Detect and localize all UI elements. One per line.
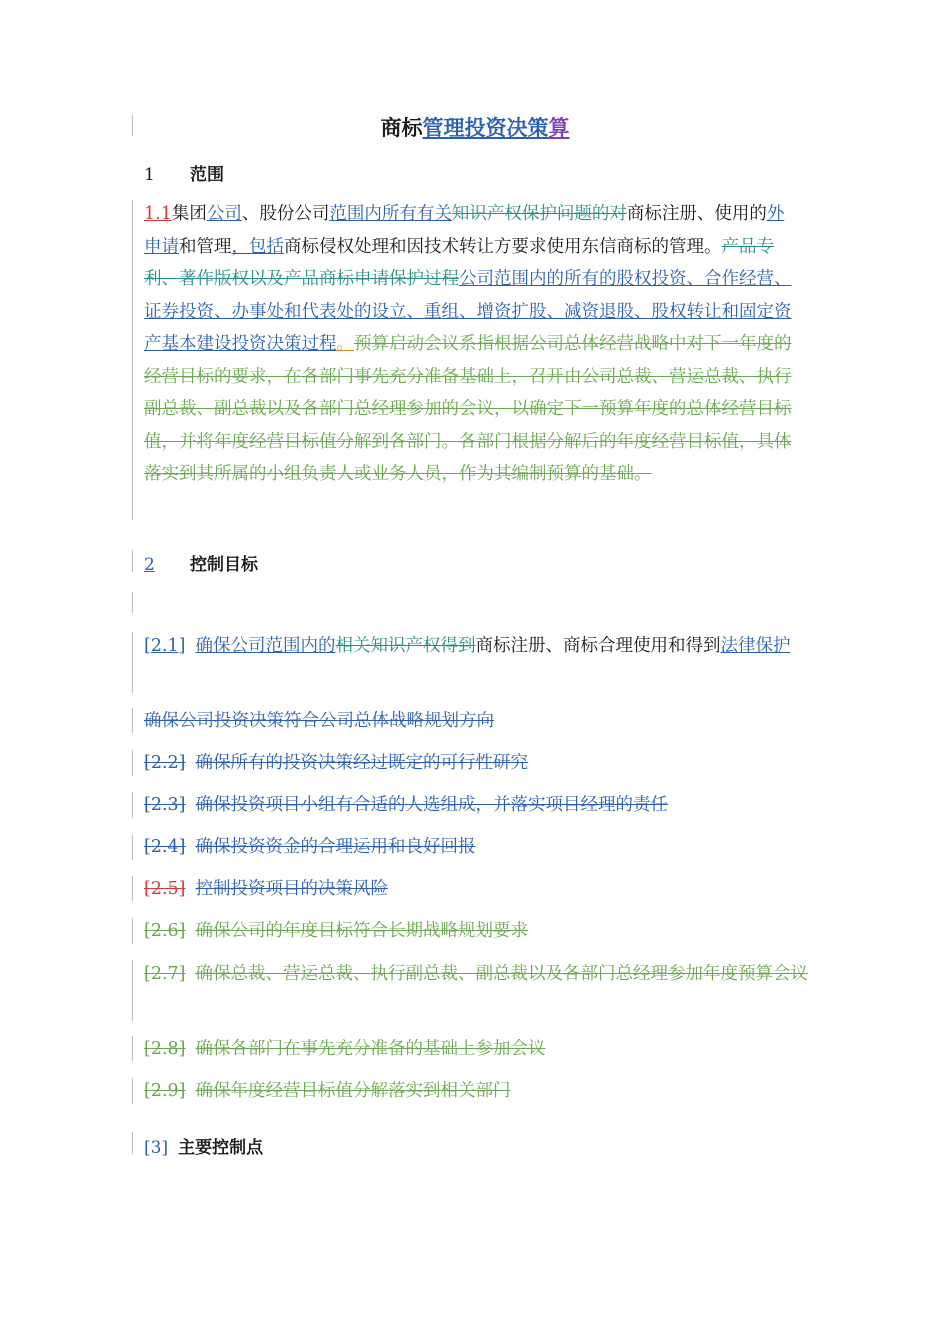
deleted-run: 确保公司投资决策符合公司总体战略规划方向 xyxy=(144,711,494,731)
item-number: [2.1] xyxy=(144,636,186,656)
objective-item xyxy=(144,873,796,906)
inserted-run: 外申请 xyxy=(144,204,785,257)
change-bar xyxy=(132,918,133,944)
change-bar xyxy=(132,1132,133,1154)
title-plain: 商标 xyxy=(380,116,423,140)
change-bar xyxy=(132,834,133,860)
item-number: [2.7] xyxy=(144,964,186,984)
inserted-run: 公司 xyxy=(206,204,242,224)
deleted-run: 知识产权保护问题的对 xyxy=(451,204,627,224)
objective-item xyxy=(144,1075,796,1108)
deleted-run: 确保年度经营目标值分解落实到相关部门 xyxy=(195,1081,511,1101)
change-bar xyxy=(132,1036,133,1062)
inserted-run: 。 xyxy=(336,334,354,354)
change-bar xyxy=(132,750,133,776)
inserted-run: 确保公司范围内的 xyxy=(195,636,336,656)
text-run: 商标注册、商标合理使用和得到 xyxy=(475,636,721,656)
change-bar xyxy=(132,960,133,1022)
text-run: 商标注册、使用的 xyxy=(626,204,767,224)
inserted-run: 公司范围内的所有的股权投资、合作经营、证券投资、办事处和代表处的设立、重组、增资扩股、减资退股、股权转让和固定资产基本建设投资决策过程 xyxy=(144,269,792,354)
text-run: 和管理 xyxy=(179,236,232,257)
objective-item xyxy=(144,915,796,948)
objective-item xyxy=(144,789,796,822)
item-number: [2.5] xyxy=(144,879,186,899)
change-bar xyxy=(132,632,133,694)
deleted-run: 确保投资项目小组有合适的人选组成，并落实项目经理的责任 xyxy=(195,795,668,815)
document-title xyxy=(0,112,950,142)
item-number: [2.8] xyxy=(144,1039,186,1059)
inserted-run: 范围内所有有关 xyxy=(329,204,452,224)
section-heading-1 xyxy=(144,160,224,185)
deleted-run: 控制投资项目的决策风险 xyxy=(195,879,388,899)
item-number: [2.6] xyxy=(144,921,186,941)
title-inserted-2: 算 xyxy=(548,116,570,140)
deleted-run: 相关知识产权得到 xyxy=(335,636,476,656)
section-label: 主要控制点 xyxy=(178,1138,264,1158)
inserted-run: ，包括 xyxy=(231,236,284,257)
objective-item xyxy=(144,747,796,780)
change-bar xyxy=(132,550,133,572)
item-number: [2.4] xyxy=(144,837,186,857)
deleted-run: 产品专利、著作版权以及产品商标申请保护过程 xyxy=(144,236,774,289)
deleted-run: 确保公司的年度目标符合长期战略规划要求 xyxy=(195,921,528,941)
inserted-run: 法律保护 xyxy=(720,636,791,656)
deleted-run: 确保所有的投资决策经过既定的可行性研究 xyxy=(195,753,528,773)
deleted-run: 预算启动会议系指根据公司总体经营战略中对下一年度的经营目标的要求，在各部门事先充分准备基础上，召开由公司总裁、营运总裁、执行副总裁、副总裁以及各部门总经理参加的会议，以确定下一预算年度的总体经营目标值，并将年度经营目标值分解到各部门。各部门根据分解后的年度经营目标值，具体落实到其所属的小组负责人或业务人员，作为其编制预算的基础。 xyxy=(144,334,792,484)
change-bar xyxy=(132,200,133,520)
section-number: [3] xyxy=(144,1138,169,1158)
scope-paragraph xyxy=(144,198,796,491)
objective-item xyxy=(144,630,842,663)
objective-item xyxy=(144,831,796,864)
deleted-run: 确保总裁、营运总裁、执行副总裁、副总裁以及各部门总经理参加年度预算会议 xyxy=(195,964,808,984)
change-bar xyxy=(132,592,133,614)
section-number: 1 xyxy=(144,165,155,185)
deleted-run: 确保各部门在事先充分准备的基础上参加会议 xyxy=(195,1039,546,1059)
section-heading-2 xyxy=(144,550,258,575)
section-heading-3 xyxy=(144,1133,263,1158)
title-inserted: 管理投资决策 xyxy=(422,116,549,140)
text-run: 集团 xyxy=(171,204,207,224)
objective-item xyxy=(144,1033,796,1066)
section-number: 2 xyxy=(144,555,155,575)
item-number: [2.2] xyxy=(144,753,186,773)
item-number: [2.3] xyxy=(144,795,186,815)
change-bar xyxy=(132,1078,133,1104)
text-run: 商标侵权处理和因技术转让方要求使用东信商标的管理。 xyxy=(284,236,722,257)
item-number: [2.9] xyxy=(144,1081,186,1101)
change-bar xyxy=(132,876,133,902)
text-run: 、股份公司 xyxy=(241,204,330,224)
paragraph-number: 1.1 xyxy=(144,204,172,224)
deleted-run: 确保投资资金的合理运用和良好回报 xyxy=(195,837,476,857)
objective-item xyxy=(144,958,842,991)
change-bar xyxy=(132,792,133,818)
change-bar xyxy=(132,708,133,734)
section-label: 控制目标 xyxy=(190,555,258,575)
section-label: 范围 xyxy=(190,165,224,185)
objective-item xyxy=(144,705,796,738)
